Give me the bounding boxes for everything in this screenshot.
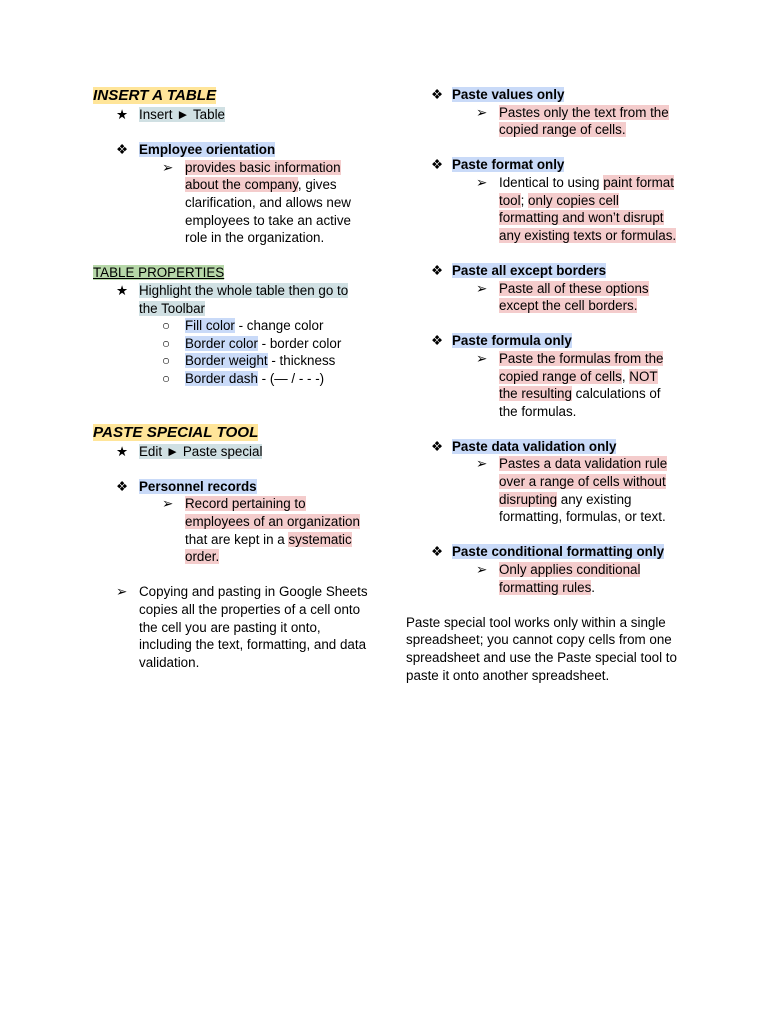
circle-bullet-icon: ○ (162, 353, 171, 369)
prop-item (93, 352, 368, 370)
paste-validation-title: Paste data validation only (452, 438, 617, 454)
diamond-bullet-icon: ❖ (116, 142, 129, 158)
paste-formula-desc (406, 350, 678, 420)
footer-note (406, 614, 678, 684)
paste-validation-rest: any existing formatting, formulas, or text. (499, 491, 666, 525)
right-column (406, 86, 678, 684)
table-properties-heading: TABLE PROPERTIES (93, 265, 225, 281)
diamond-bullet-icon: ❖ (431, 262, 444, 278)
personnel-records-desc (93, 495, 368, 565)
paste-format-hl2: only copies cell formatting and won’t disrupt any existing texts or formulas. (499, 192, 677, 243)
employee-desc-highlight: provides basic information about the company (185, 159, 341, 193)
circle-bullet-icon: ○ (162, 370, 171, 386)
insert-menu-label: Insert (139, 107, 173, 122)
prop-item (93, 335, 368, 353)
paste-borders-desc-text: Paste all of these options except the cell borders. (499, 280, 649, 314)
table-properties-intro (93, 282, 368, 317)
right-arrow-icon: ► (176, 107, 190, 122)
paste-formula-comma: , (621, 368, 630, 384)
paste-validation-desc (406, 455, 678, 525)
prop-desc: - (— / - - -) (257, 370, 325, 386)
arrow-bullet-icon: ➢ (476, 280, 488, 296)
right-arrow-icon: ► (165, 443, 180, 459)
paste-format-pre: Identical to using (499, 174, 604, 190)
copy-note-text: Copying and pasting in Google Sheets copies all the properties of a cell onto the cell you are pasting it onto, including the text, formatting, and data validation. (139, 584, 368, 670)
employee-desc-rest: , gives clarification, and allows new employees to take an active role in the organization. (185, 177, 351, 246)
star-bullet-icon: ★ (116, 282, 129, 298)
edit-menu-path (93, 443, 368, 461)
paste-borders-item (406, 262, 678, 280)
circle-bullet-icon: ○ (162, 318, 171, 334)
insert-table-section (93, 86, 368, 106)
table-menu-label: Table (192, 107, 225, 122)
arrow-bullet-icon: ➢ (476, 104, 488, 120)
paste-special-heading: PASTE SPECIAL TOOL (93, 423, 259, 441)
left-column (93, 86, 368, 671)
paste-values-item (406, 86, 678, 104)
paste-formula-hl1: Paste the formulas from the copied range of cells (499, 350, 664, 384)
personnel-records-item (93, 478, 368, 496)
arrow-bullet-icon: ➢ (476, 350, 488, 366)
arrow-bullet-icon: ➢ (162, 159, 174, 175)
arrow-bullet-icon: ➢ (162, 496, 174, 512)
arrow-bullet-icon: ➢ (476, 456, 488, 472)
insert-table-heading: INSERT A TABLE (93, 87, 217, 104)
footer-note-text: Paste special tool works only within a single spreadsheet; you cannot copy cells from one spreadsheet and use the Paste special tool to paste it onto another spreadsheet. (406, 614, 677, 683)
paste-values-title: Paste values only (452, 87, 565, 102)
paste-format-hl1: paint format tool (499, 174, 674, 208)
paste-format-desc (406, 174, 678, 244)
employee-orientation-title: Employee orientation (139, 142, 276, 158)
copy-note (93, 583, 368, 671)
star-bullet-icon: ★ (116, 443, 129, 459)
paste-special-menu-label: Paste special (182, 443, 263, 459)
diamond-bullet-icon: ❖ (431, 333, 444, 349)
paste-format-title: Paste format only (452, 157, 565, 173)
prop-item (93, 317, 368, 335)
diamond-bullet-icon: ❖ (431, 157, 444, 173)
paste-formula-hl2: NOT the resulting (499, 368, 658, 402)
circle-bullet-icon: ○ (162, 335, 171, 351)
insert-menu-path (93, 106, 368, 124)
prop-desc: - border color (257, 335, 342, 351)
diamond-bullet-icon: ❖ (116, 478, 129, 494)
prop-item (93, 370, 368, 388)
paste-formula-title: Paste formula only (452, 333, 572, 349)
paste-borders-desc (406, 280, 678, 315)
paste-values-desc (406, 104, 678, 139)
paste-format-mid: ; (520, 192, 529, 208)
diamond-bullet-icon: ❖ (431, 87, 444, 102)
paste-conditional-rest: . (591, 579, 596, 595)
paste-conditional-desc (406, 561, 678, 596)
table-properties-section (93, 264, 368, 282)
table-properties-intro-text: Highlight the whole table then go to the Toolbar (139, 282, 349, 316)
prop-name: Fill color (185, 318, 235, 334)
personnel-desc-mid: that are kept in a (185, 531, 289, 547)
star-bullet-icon: ★ (116, 107, 129, 122)
arrow-bullet-icon: ➢ (476, 562, 488, 578)
personnel-desc-highlight-2: systematic order. (185, 531, 352, 565)
personnel-desc-highlight: Record pertaining to employees of an organization (185, 496, 360, 530)
paste-validation-item (406, 438, 678, 456)
paste-values-desc-text: Pastes only the text from the copied range of cells. (499, 104, 669, 138)
personnel-records-title: Personnel records (139, 478, 257, 494)
prop-name: Border weight (185, 353, 268, 369)
edit-menu-label: Edit (139, 443, 163, 459)
prop-desc: - change color (234, 318, 324, 334)
paste-formula-rest: calculations of the formulas. (499, 386, 661, 419)
paste-conditional-title: Paste conditional formatting only (452, 544, 665, 560)
paste-formula-item (406, 332, 678, 350)
diamond-bullet-icon: ❖ (431, 438, 444, 454)
paste-validation-hl: Pastes a data validation rule over a range of cells without disrupting (499, 456, 668, 507)
arrow-bullet-icon: ➢ (116, 584, 128, 600)
paste-borders-title: Paste all except borders (452, 262, 607, 278)
prop-desc: - thickness (267, 353, 336, 369)
employee-orientation-item (93, 141, 368, 159)
prop-name: Border dash (185, 370, 258, 386)
arrow-bullet-icon: ➢ (476, 174, 488, 190)
paste-format-item (406, 156, 678, 174)
paste-conditional-item (406, 543, 678, 561)
employee-orientation-desc (93, 159, 368, 247)
paste-special-section (93, 423, 368, 443)
prop-name: Border color (185, 335, 258, 351)
diamond-bullet-icon: ❖ (431, 544, 444, 560)
paste-conditional-hl: Only applies conditional formatting rules (499, 562, 641, 595)
